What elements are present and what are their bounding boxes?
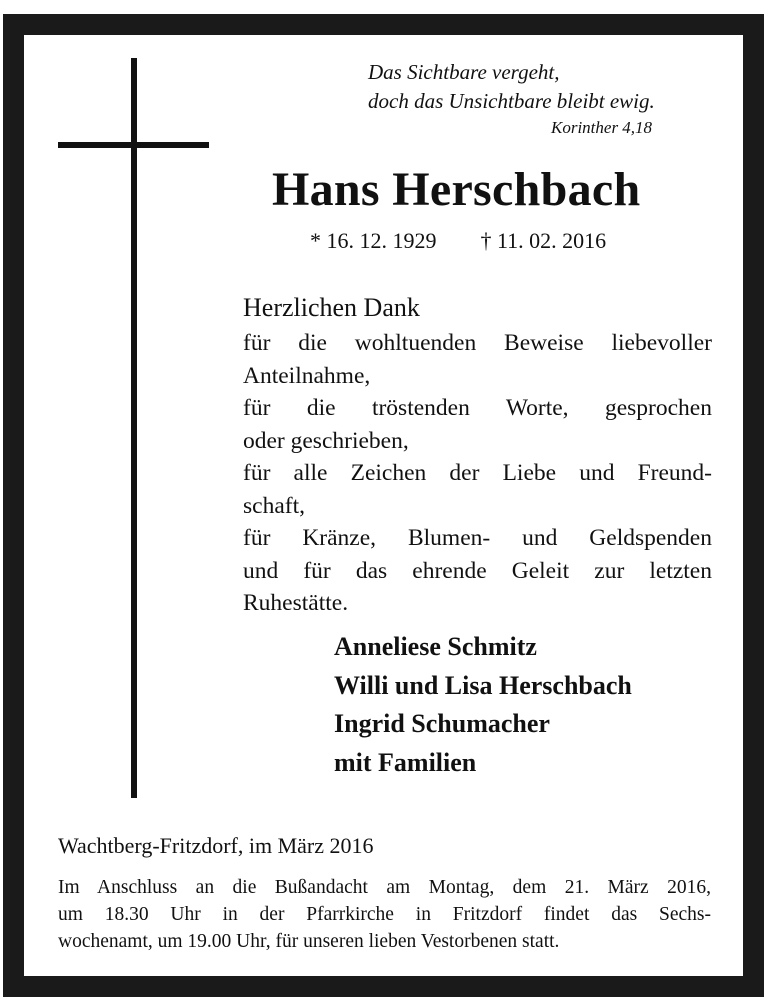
cross-icon-beam [58, 142, 209, 148]
thanks-line: für die wohltuenden Beweise liebevoller [243, 330, 712, 356]
thanks-line: für alle Zeichen der Liebe und Freund- [243, 460, 712, 486]
cross-icon [131, 58, 137, 798]
thanks-line: Anteilnahme, [243, 362, 371, 389]
thanks-line: Ruhestätte. [243, 590, 349, 616]
thanks-line: schaft, [243, 492, 305, 519]
thanks-line: für die tröstenden Worte, gesprochen [243, 395, 712, 421]
thanks-line: oder geschrieben, [243, 427, 409, 454]
thanks-text [243, 327, 712, 620]
place-date: Wachtberg-Fritzdorf, im März 2016 [58, 833, 374, 858]
mourner-name: Willi und Lisa Herschbach [334, 670, 632, 700]
mourner-name: Ingrid Schumacher [334, 709, 550, 738]
deceased-name: Hans Herschbach [272, 163, 641, 216]
quote-reference: Korinther 4,18 [551, 118, 653, 137]
notice-line: wochenamt, um 19.00 Uhr, für unseren lieben Vestorbenen statt. [58, 931, 560, 952]
thanks-line: für Kränze, Blumen- und Geldspenden [243, 525, 712, 551]
quote-line: doch das Unsichtbare bleibt ewig. [368, 89, 655, 113]
thanks-line: und für das ehrende Geleit zur letzten [243, 557, 712, 584]
life-dates: * 16. 12. 1929 † 11. 02. 2016 [310, 228, 607, 253]
mourners-list [334, 628, 632, 782]
notice-line: Im Anschluss an die Bußandacht am Montag, dem 21. März 2016, [58, 877, 711, 898]
quote-line: Das Sichtbare vergeht, [368, 60, 560, 84]
mourner-name: mit Familien [334, 747, 477, 777]
mourner-name: Anneliese Schmitz [334, 632, 537, 661]
service-notice [58, 874, 711, 955]
bible-quote [368, 58, 655, 116]
thanks-heading: Herzlichen Dank [243, 293, 420, 322]
notice-line: um 18.30 Uhr in der Pfarrkirche in Fritzdorf findet das Sechs- [58, 904, 711, 925]
